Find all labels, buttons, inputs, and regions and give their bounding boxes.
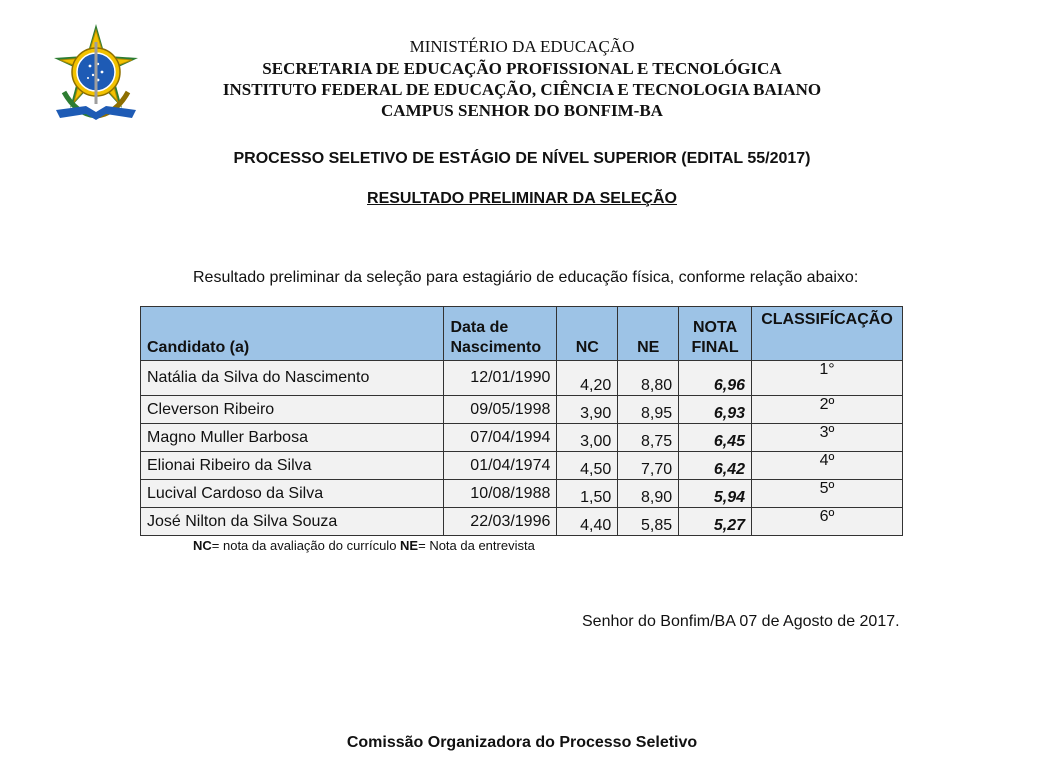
cell-ne: 7,70	[618, 452, 679, 480]
place-date: Senhor do Bonfim/BA 07 de Agosto de 2017.	[582, 613, 900, 630]
cell-ne: 8,75	[618, 424, 679, 452]
cell-nc: 1,50	[557, 480, 618, 508]
cell-birth: 22/03/1996	[444, 508, 557, 536]
header-final-line1: NOTA	[693, 319, 738, 336]
table-row	[141, 396, 903, 424]
cell-ne: 8,95	[618, 396, 679, 424]
legend-nc-text: = nota da avaliação do currículo	[211, 538, 401, 553]
instituto-name: INSTITUTO FEDERAL DE EDUCAÇÃO, CIÊNCIA E TECNOLOGIA BAIANO	[222, 80, 822, 99]
cell-birth: 01/04/1974	[444, 452, 557, 480]
cell-name: Natália da Silva do Nascimento	[141, 361, 444, 396]
table-row	[141, 424, 903, 452]
cell-birth: 09/05/1998	[444, 396, 557, 424]
result-title: RESULTADO PRELIMINAR DA SELEÇÃO	[367, 190, 677, 207]
cell-rank: 3º	[752, 424, 903, 452]
table-row	[141, 480, 903, 508]
cell-rank: 4º	[752, 452, 903, 480]
cell-final: 6,93	[679, 396, 752, 424]
table-row	[141, 452, 903, 480]
cell-birth: 07/04/1994	[444, 424, 557, 452]
header-classification: CLASSIFÍCAÇÃO	[752, 307, 903, 361]
table-header-row	[141, 307, 903, 361]
table-legend	[193, 538, 535, 553]
cell-rank: 6º	[752, 508, 903, 536]
header-final-line2: FINAL	[691, 339, 739, 356]
cell-rank: 5º	[752, 480, 903, 508]
cell-final: 5,94	[679, 480, 752, 508]
cell-final: 6,42	[679, 452, 752, 480]
cell-nc: 3,00	[557, 424, 618, 452]
cell-nc: 4,20	[557, 361, 618, 396]
intro-text: Resultado preliminar da seleção para estagiário de educação física, conforme relação abaixo:	[193, 269, 859, 286]
cell-final: 5,27	[679, 508, 752, 536]
table-row	[141, 361, 903, 396]
cell-name: Elionai Ribeiro da Silva	[141, 452, 444, 480]
results-table	[140, 306, 903, 536]
cell-nc: 4,40	[557, 508, 618, 536]
header-final	[679, 307, 752, 361]
table-row	[141, 508, 903, 536]
cell-ne: 8,90	[618, 480, 679, 508]
header-birth-line2: Nascimento	[450, 339, 542, 356]
cell-nc: 4,50	[557, 452, 618, 480]
cell-final: 6,45	[679, 424, 752, 452]
campus-name: CAMPUS SENHOR DO BONFIM-BA	[381, 101, 663, 120]
header-ne: NE	[618, 307, 679, 361]
legend-nc-abbr: NC	[193, 538, 212, 553]
cell-rank: 2º	[752, 396, 903, 424]
cell-birth: 10/08/1988	[444, 480, 557, 508]
cell-ne: 5,85	[618, 508, 679, 536]
cell-nc: 3,90	[557, 396, 618, 424]
secretaria-name: SECRETARIA DE EDUCAÇÃO PROFISSIONAL E TECNOLÓGICA	[262, 59, 782, 78]
header-birth-line1: Data de	[450, 319, 509, 336]
committee-signature: Comissão Organizadora do Processo Seletivo	[346, 734, 698, 751]
cell-final: 6,96	[679, 361, 752, 396]
header-nc: NC	[557, 307, 618, 361]
header-candidate: Candidato (a)	[141, 307, 444, 361]
cell-name: José Nilton da Silva Souza	[141, 508, 444, 536]
legend-ne-text: = Nota da entrevista	[418, 538, 535, 553]
process-title: PROCESSO SELETIVO DE ESTÁGIO DE NÍVEL SUPERIOR (EDITAL 55/2017)	[233, 150, 811, 167]
ministry-name: MINISTÉRIO DA EDUCAÇÃO	[409, 37, 635, 56]
cell-name: Magno Muller Barbosa	[141, 424, 444, 452]
legend-ne-abbr: NE	[400, 538, 419, 553]
header-birth-date	[444, 307, 557, 361]
cell-name: Lucival Cardoso da Silva	[141, 480, 444, 508]
cell-name: Cleverson Ribeiro	[141, 396, 444, 424]
cell-rank: 1°	[752, 361, 903, 396]
cell-ne: 8,80	[618, 361, 679, 396]
cell-birth: 12/01/1990	[444, 361, 557, 396]
